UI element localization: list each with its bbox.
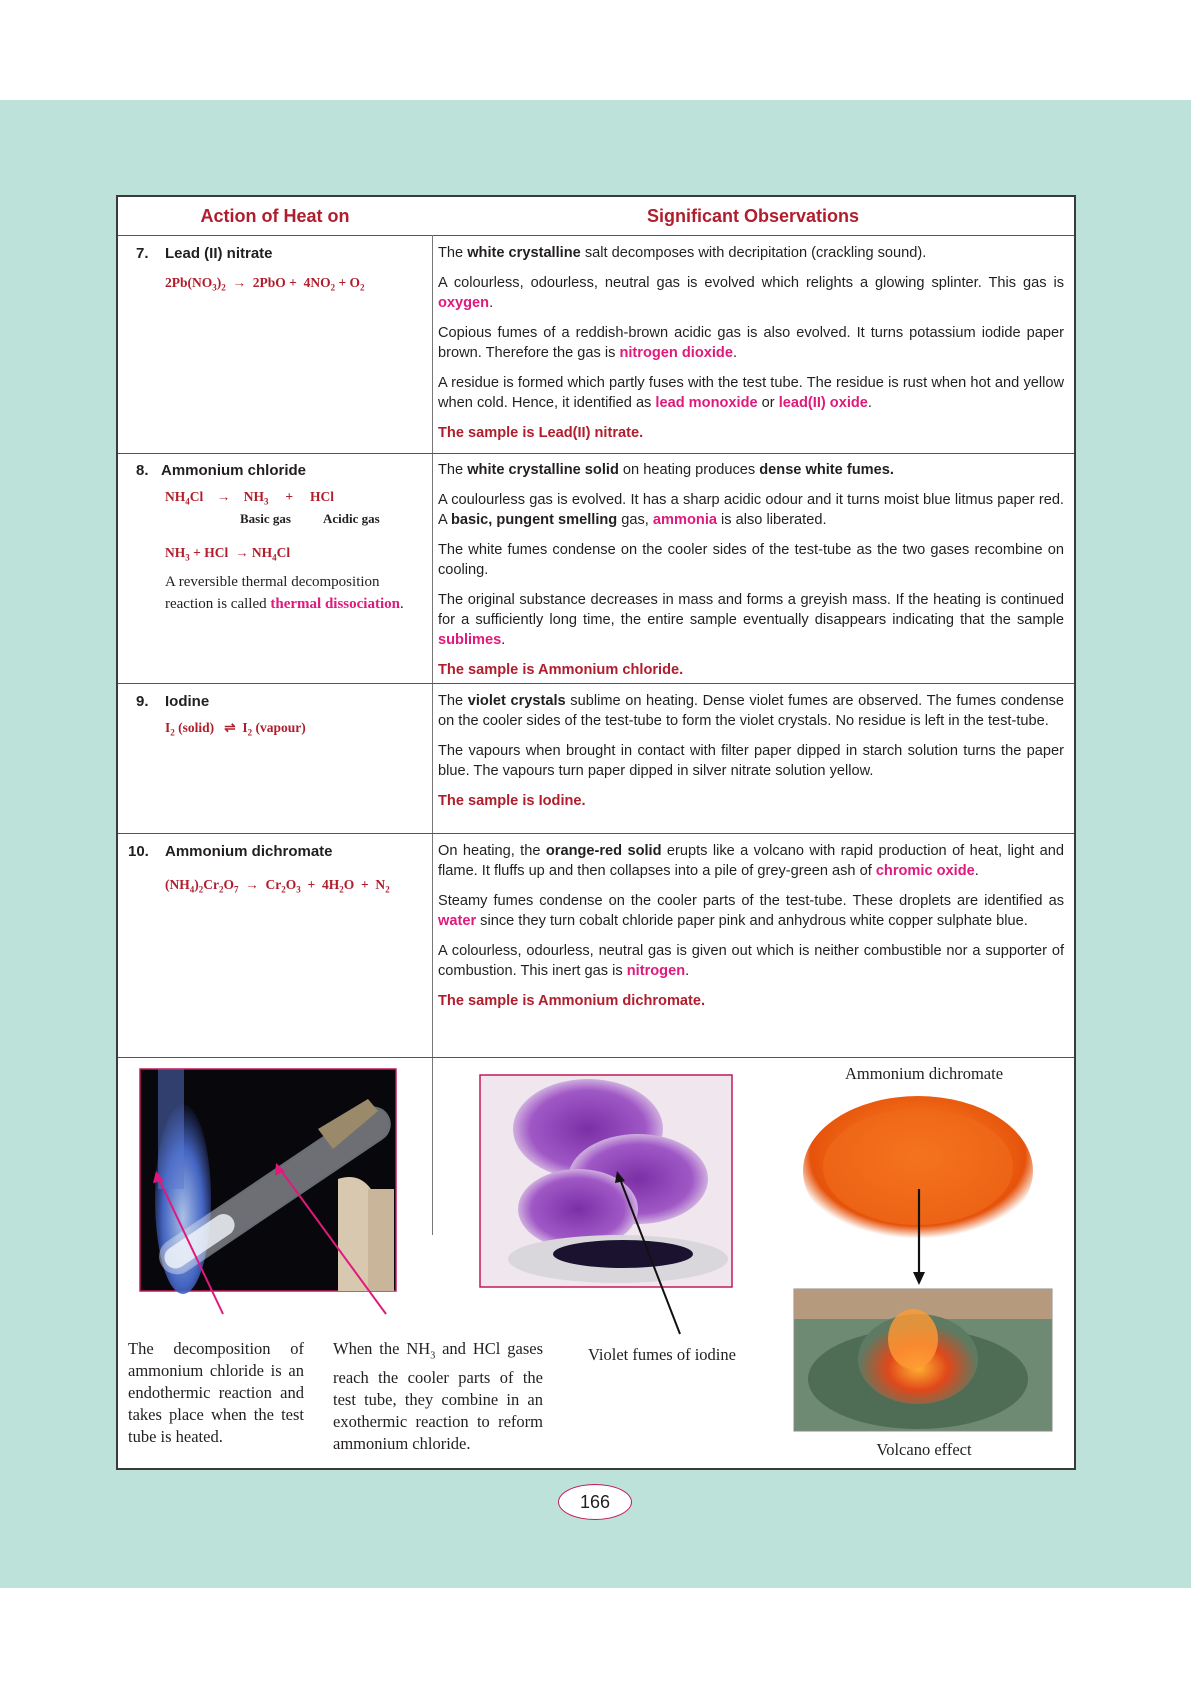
page-number: 166	[558, 1484, 632, 1520]
conclusion: The sample is Ammonium chloride.	[438, 662, 684, 678]
content-panel	[116, 195, 1076, 1470]
conclusion: The sample is Lead(II) nitrate.	[438, 425, 644, 441]
conclusion: The sample is Ammonium dichromate.	[438, 993, 706, 1009]
row-title: Iodine	[165, 693, 210, 710]
row-7-observations	[438, 243, 1064, 453]
row-number: 10.	[128, 843, 149, 860]
test-tube-photo	[140, 1069, 396, 1294]
observation: Copious fumes of a reddish-brown acidic gas is also evolved. It turns potassium iodide paper brown. Therefore the gas is nitrogen dioxide.	[438, 325, 1064, 361]
row-9-left	[118, 683, 432, 833]
thermal-dissociation-note: A reversible thermal decomposition reaction is called thermal dissociation.	[165, 574, 404, 612]
volcano-effect-photo	[794, 1289, 1052, 1431]
row-9-observations	[438, 691, 1064, 821]
row-8-left	[118, 453, 432, 683]
observation: A colourless, odourless, neutral gas is evolved which relights a glowing splinter. This gas is oxygen.	[438, 275, 1064, 311]
row-number: 7.	[136, 245, 149, 262]
observation: A residue is formed which partly fuses with the test tube. The residue is rust when hot and yellow when cold. Hence, it identified as lead monoxide or lead(II) oxide.	[438, 375, 1064, 411]
acidic-gas-label: Acidic gas	[323, 511, 380, 526]
equation-ammonium-chloride: $NH_4Cl$ → $NH_3$ + HCl	[165, 489, 334, 507]
observation: A colourless, odourless, neutral gas is given out which is neither combustible nor a supporter of combustion. This inert gas is nitrogen.	[438, 943, 1064, 979]
label-ammonium-dichromate: Ammonium dichromate	[844, 1064, 1004, 1083]
column-header-right: Significant Observations	[646, 206, 860, 226]
column-header-left: Action of Heat on	[200, 206, 350, 226]
row-divider	[118, 1057, 1074, 1058]
caption-exothermic: When the $NH_3$ and HCl gases reach the cooler parts of the test tube, they combine in an exothermic reaction to reform ammonium chloride.	[333, 1339, 543, 1454]
observation: A coulourless gas is evolved. It has a sharp acidic odour and it turns moist blue litmus paper red. A basic, pungent smelling gas, ammonia is also liberated.	[438, 492, 1064, 528]
row-title: Ammonium chloride	[161, 462, 307, 479]
observation: The white crystalline solid on heating produces dense white fumes.	[438, 462, 894, 478]
observation: The original substance decreases in mass and forms a greyish mass. If the heating is continued for a sufficiently long time, the entire sample eventually disappears indicating that the sample sublimes.	[438, 592, 1064, 648]
observation: The violet crystals sublime on heating. Dense violet fumes are observed. The fumes condense on the cooler sides of the test-tube to form the violet crystals. No residue is left in the test-tube.	[438, 693, 1064, 729]
row-10-left	[118, 833, 432, 1055]
row-10-observations	[438, 841, 1064, 1021]
row-number: 9.	[136, 693, 149, 710]
arrowhead	[913, 1272, 925, 1285]
observation: The white crystalline salt decomposes with decripitation (crackling sound).	[438, 245, 927, 261]
row-title: Ammonium dichromate	[165, 843, 333, 860]
iodine-fumes-photo	[480, 1075, 732, 1287]
label-volcano-effect: Volcano effect	[876, 1440, 972, 1459]
observation: The white fumes condense on the cooler sides of the test-tube as the two gases recombine on cooling.	[438, 542, 1064, 578]
row-number: 8.	[136, 462, 149, 479]
equation-ammonium-dichromate: $(NH_4)_2Cr_2O_7 \to Cr_2O_3 + 4H_2O + N_2$	[165, 877, 390, 895]
caption-violet-fumes: Violet fumes of iodine	[588, 1345, 736, 1364]
conclusion: The sample is Iodine.	[438, 793, 586, 809]
equation-iodine: $I_2$ (solid) ⇌ $I_2$ (vapour)	[165, 720, 306, 738]
caption-endothermic: The decomposition of ammonium chloride is an endothermic reaction and takes place when the test tube is heated.	[128, 1339, 304, 1446]
observation: The vapours when brought in contact with filter paper dipped in starch solution turns the paper blue. The vapours turn paper dipped in silver nitrate solution yellow.	[438, 743, 1064, 779]
observation: On heating, the orange-red solid erupts like a volcano with rapid production of heat, light and flame. It fluffs up and then collapses into a pile of grey-green ash of chromic oxide.	[438, 843, 1064, 879]
observation: Steamy fumes condense on the cooler parts of the test-tube. These droplets are identified as water since they turn cobalt chloride paper pink and anhydrous white copper sulphate blue.	[438, 893, 1064, 929]
equation-recombination: $NH_3$ + HCl → $NH_4Cl$	[165, 545, 291, 563]
row-title: Lead (II) nitrate	[165, 245, 273, 262]
row-7-left	[118, 235, 432, 453]
equation-lead-nitrate: $2Pb(NO_3)_2 \to 2PbO + 4NO_2 + O_2$	[165, 275, 365, 293]
row-8-observations	[438, 460, 1064, 690]
basic-gas-label: Basic gas	[240, 511, 291, 526]
